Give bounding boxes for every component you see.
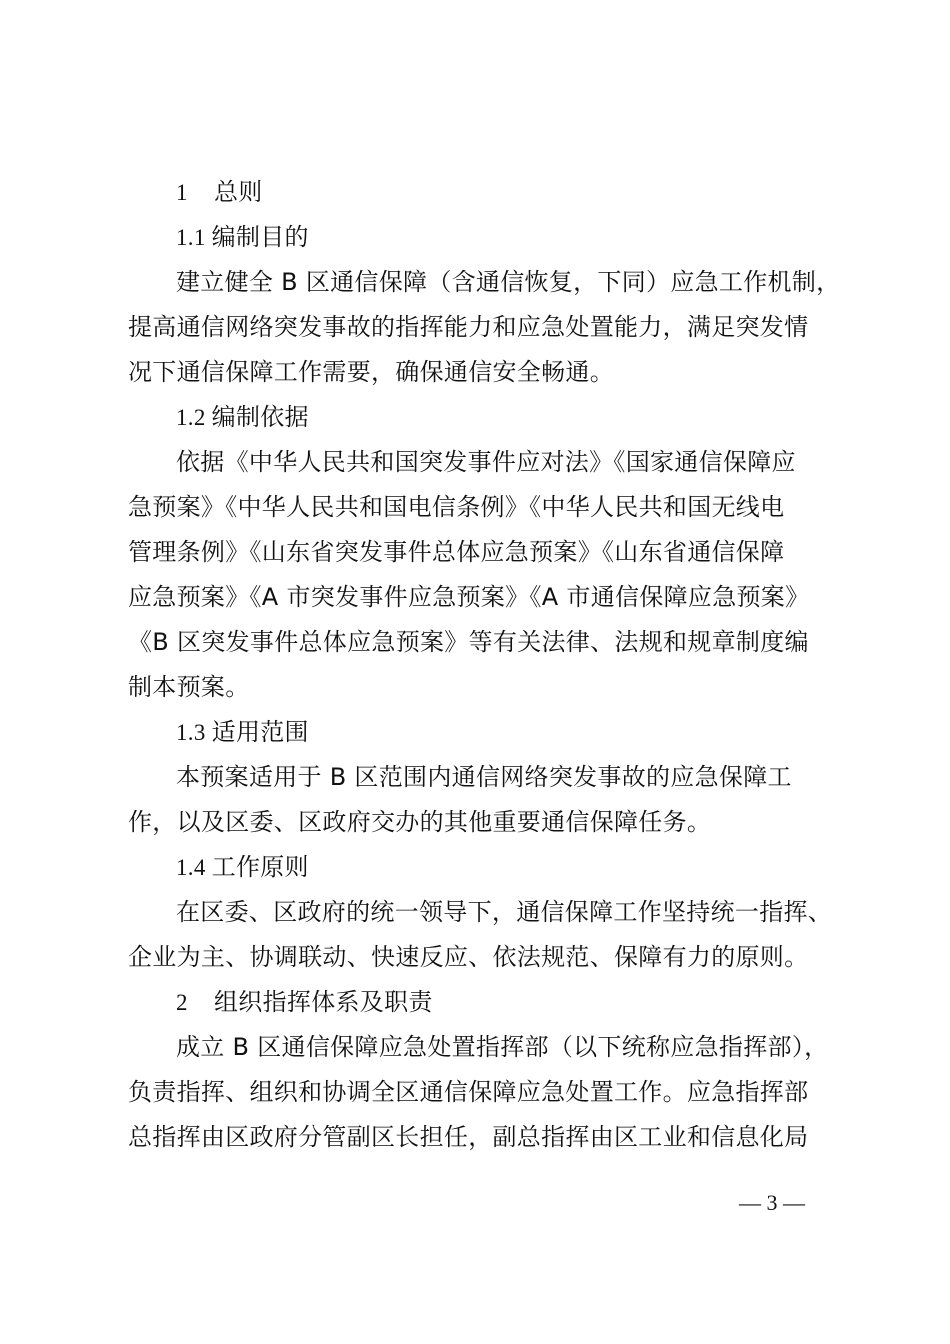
page-number: — 3 —: [739, 1190, 805, 1215]
section-number: 1.3: [176, 720, 206, 745]
section-heading: [128, 170, 836, 215]
section-title: 总则: [214, 178, 263, 206]
section-title: 编制依据: [211, 403, 309, 431]
section-number: 1.1: [176, 225, 206, 250]
section-title: 编制目的: [211, 223, 309, 251]
paragraph-line: 总指挥由区政府分管副区长担任，副总指挥由区工业和信息化局: [128, 1123, 809, 1151]
paragraph-line: 急预案》《中华人民共和国电信条例》《中华人民共和国无线电: [128, 493, 785, 521]
section-heading: [128, 980, 836, 1025]
paragraph-line: 建立健全 B 区通信保障（含通信恢复，下同）应急工作机制，: [176, 268, 841, 296]
paragraph-line: 制本预案。: [128, 673, 250, 701]
paragraph-line: 应急预案》《A 市突发事件应急预案》《A 市通信保障应急预案》: [128, 583, 810, 611]
section-number: 1.4: [176, 855, 206, 880]
paragraph-line: 况下通信保障工作需要，确保通信安全畅通。: [128, 358, 614, 386]
paragraph-line: 成立 B 区通信保障应急处置指挥部（以下统称应急指挥部），: [176, 1033, 829, 1061]
section-number: 2: [176, 990, 188, 1015]
paragraph-line: 依据《中华人民共和国突发事件应对法》《国家通信保障应: [176, 448, 796, 476]
section-title: 组织指挥体系及职责: [214, 988, 433, 1016]
section-heading: [128, 845, 836, 890]
section-heading: [128, 215, 836, 260]
section-heading: [128, 395, 836, 440]
paragraph-line: 提高通信网络突发事故的指挥能力和应急处置能力，满足突发情: [128, 313, 809, 341]
section-title: 适用范围: [211, 718, 309, 746]
paragraph-line: 作，以及区委、区政府交办的其他重要通信保障任务。: [128, 808, 712, 836]
section-heading: [128, 710, 836, 755]
section-number: 1: [176, 180, 188, 205]
paragraph-line: 在区委、区政府的统一领导下，通信保障工作坚持统一指挥、: [176, 898, 833, 926]
paragraph-line: 管理条例》《山东省突发事件总体应急预案》《山东省通信保障: [128, 538, 785, 566]
section-number: 1.2: [176, 405, 206, 430]
document-body: [128, 170, 841, 1160]
section-title: 工作原则: [211, 853, 309, 881]
paragraph-line: 企业为主、协调联动、快速反应、依法规范、保障有力的原则。: [128, 943, 809, 971]
paragraph-line: 负责指挥、组织和协调全区通信保障应急处置工作。应急指挥部: [128, 1078, 809, 1106]
paragraph-line: 《B 区突发事件总体应急预案》等有关法律、法规和规章制度编: [128, 628, 809, 656]
paragraph-line: 本预案适用于 B 区范围内通信网络突发事故的应急保障工: [176, 763, 792, 791]
